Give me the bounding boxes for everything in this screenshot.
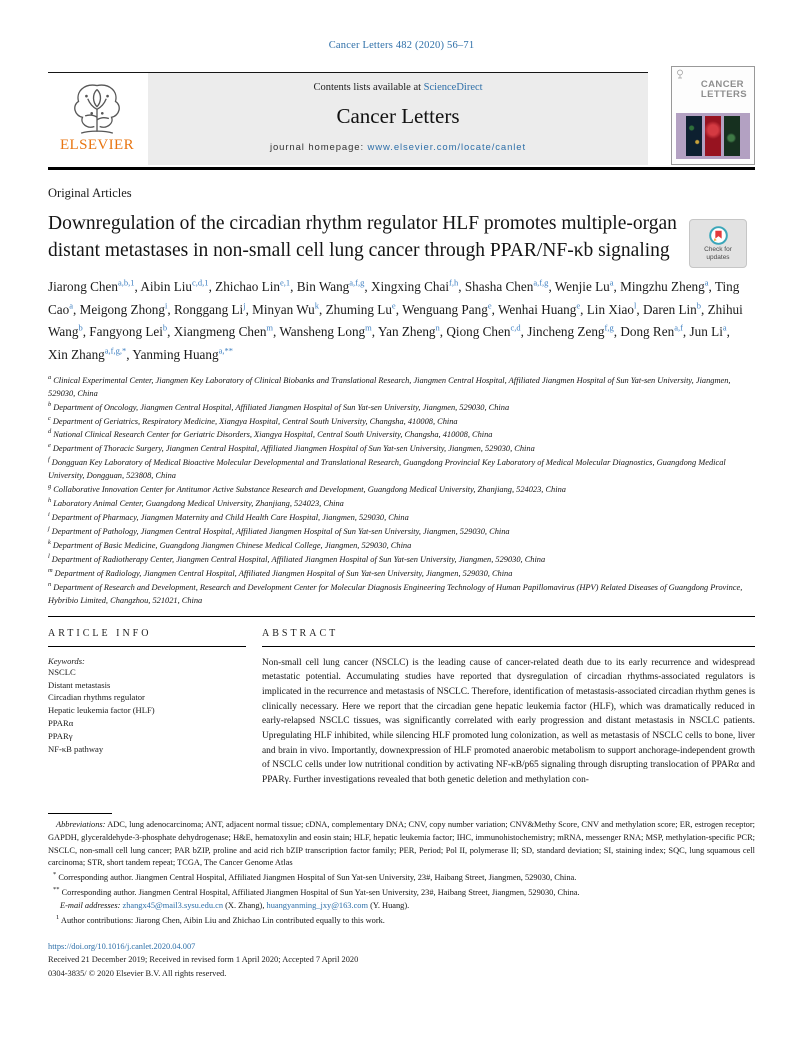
author-affiliation-superscript: n (435, 322, 440, 333)
affiliation (48, 538, 755, 552)
article-title: Downregulation of the circadian rhythm regulator HLF promotes multiple-organ distant metastases in non-small cell lung cancer through PPAR/NF-κb signaling (48, 213, 677, 261)
affiliation-text: Department of Thoracic Surgery, Jiangmen Central Hospital, Affiliated Jiangmen Hospital of Sun Yat-sen University, Jiangmen, 529030, China (52, 444, 535, 454)
corresponding-author-footnote-2 (48, 885, 755, 900)
affiliation-superscript: l (48, 552, 50, 560)
info-abstract-columns (48, 617, 755, 788)
author (252, 302, 325, 317)
keywords-list (48, 666, 246, 756)
author (690, 324, 730, 339)
issn-copyright-line: 0304-3835/ © 2020 Elsevier B.V. All rights reserved. (48, 968, 227, 978)
author-separator: , (701, 301, 708, 317)
author (132, 347, 233, 362)
affiliation-superscript: m (48, 566, 53, 574)
contents-prefix: Contents lists available at (313, 82, 424, 93)
keyword-item: Distant metastasis (48, 679, 111, 690)
author-separator: , (708, 279, 715, 295)
elsevier-logo (50, 76, 144, 154)
author-separator: , (548, 279, 555, 295)
author-affiliation-superscript: e (487, 300, 492, 311)
abbreviations-label: Abbreviations: (56, 819, 106, 829)
cover-micrograph-green (724, 116, 740, 156)
author-affiliation-superscript: l (633, 300, 637, 311)
affiliation-text: Department of Radiotherapy Center, Jiangmen Central Hospital, Affiliated Jiangmen Hospital of Sun Yat-sen University, Jiangmen, 529030, China (51, 554, 546, 564)
email-suffix-zhang: (X. Zhang), (223, 900, 267, 910)
author (620, 324, 689, 339)
affiliation-superscript: i (48, 511, 50, 519)
abstract-heading: ABSTRACT (262, 617, 755, 647)
author-affiliation-superscript: j (243, 300, 246, 311)
article-info-heading: ARTICLE INFO (48, 617, 246, 647)
author-separator: , (208, 279, 216, 295)
author-affiliation-superscript: a,f,g (349, 278, 365, 289)
author-affiliation-superscript: a,b,1 (117, 278, 135, 289)
footnote-separator-rule (48, 813, 112, 814)
author-name: Zhihui Wang (48, 301, 743, 340)
affiliation (48, 524, 755, 538)
author (174, 302, 252, 317)
author-separator: , (726, 324, 730, 340)
contents-line (148, 82, 648, 93)
homepage-line (148, 142, 648, 153)
author-name: Shasha Chen (464, 279, 534, 295)
affiliation-text: National Clinical Research Center for Geriatric Disorders, Xiangya Hospital, Central South University, Changsha, 410008, China (53, 430, 493, 440)
elsevier-tree-icon (64, 76, 130, 140)
author-name: Wenhai Huang (497, 301, 577, 317)
author-affiliation-superscript: a,** (218, 345, 233, 356)
author-affiliation-superscript: e (391, 300, 396, 311)
journal-title: Cancer Letters (336, 104, 460, 128)
author-affiliation-superscript: c,d,1 (192, 278, 209, 289)
author-affiliation-superscript: m (365, 322, 372, 333)
cover-title-line2: LETTERS (700, 88, 747, 100)
author (215, 279, 297, 294)
affiliation (48, 580, 755, 607)
affiliation-text: Department of Pharmacy, Jiangmen Maternity and Child Health Care Hospital, Jiangmen, 529030, China (51, 512, 409, 522)
affiliation-superscript: h (48, 497, 52, 505)
author-affiliation-superscript: e (576, 300, 581, 311)
author-separator: , (290, 279, 297, 295)
author-affiliation-superscript: e,1 (279, 278, 291, 289)
author-affiliation-superscript: f,g (604, 322, 614, 333)
author-name: Wenjie Lu (554, 279, 610, 295)
article-type-label: Original Articles (48, 186, 132, 200)
keyword-item: Circadian rhythms regulator (48, 692, 145, 703)
author (48, 279, 140, 294)
author-affiliation-superscript: a,f,g,* (104, 345, 127, 356)
author-separator: , (364, 279, 371, 295)
masthead-bottom-rule (48, 167, 755, 170)
author-name: Fangyong Lei (89, 324, 163, 340)
author-contributions-footnote (48, 913, 755, 928)
email-label: E-mail addresses: (60, 900, 121, 910)
author-separator: , (613, 279, 621, 295)
cover-elsevier-mark-icon (675, 69, 685, 79)
author-separator: , (82, 324, 90, 340)
article-info-column (48, 617, 262, 788)
keywords-label: Keywords: (48, 655, 85, 666)
affiliation (48, 427, 755, 441)
affiliation-text: Department of Pathology, Jiangmen Central Hospital, Affiliated Jiangmen Hospital of Sun Yat-sen University, Jiangmen, 529030, China (51, 526, 510, 536)
author-affiliation-superscript: a (722, 322, 727, 333)
author (465, 279, 555, 294)
affiliation (48, 455, 755, 482)
author-separator: , (245, 301, 253, 317)
cover-artwork (676, 113, 750, 159)
cover-title-line1: CANCER (700, 79, 744, 90)
author-separator: , (580, 301, 587, 317)
author-name: Bin Wang (296, 279, 350, 295)
author-name: Xin Zhang (48, 346, 105, 362)
author (371, 279, 465, 294)
author-name: Xiangmeng Chen (173, 324, 267, 340)
author-name: Aibin Liu (140, 279, 193, 295)
author-name: Qiong Chen (446, 324, 511, 340)
journal-cover-thumbnail (671, 66, 755, 165)
author-separator: , (73, 301, 80, 317)
affiliation (48, 566, 755, 580)
author-name: Jun Li (689, 324, 723, 340)
keyword-item: PPARα (48, 718, 74, 729)
author (643, 302, 708, 317)
affiliation (48, 414, 755, 428)
affiliation-text: Department of Basic Medicine, Guangdong Jiangmen Chinese Medical College, Jiangmen, 529030, China (52, 540, 412, 550)
author-name: Minyan Wu (252, 301, 315, 317)
corresponding-author-footnote-1 (48, 870, 755, 885)
affiliation-superscript: e (48, 442, 51, 450)
affiliation-superscript: d (48, 428, 52, 436)
homepage-url-link[interactable]: www.elsevier.com/locate/canlet (367, 142, 527, 153)
keyword-item: NF-κB pathway (48, 743, 104, 754)
affiliation (48, 510, 755, 524)
affiliation (48, 441, 755, 455)
sciencedirect-link[interactable]: ScienceDirect (423, 82, 483, 93)
author-affiliation-superscript: b (696, 300, 702, 311)
affiliation-text: Dongguan Key Laboratory of Medical Bioactive Molecular Developmental and Translational Research, Guangdong Provincial Key Laboratory of Medical Molecular Diagnostics, Guangdong Medical University, Dongguan, 523808, China (48, 458, 726, 481)
affiliation-superscript: b (48, 400, 52, 408)
author-name: Dong Ren (620, 324, 675, 340)
affiliation-superscript: f (48, 456, 50, 464)
affiliation-superscript: a (48, 373, 52, 381)
author-separator: , (395, 301, 403, 317)
author (498, 302, 587, 317)
author-separator: , (520, 324, 528, 340)
author (279, 324, 377, 339)
affiliation-superscript: k (48, 538, 51, 546)
author (174, 324, 280, 339)
cover-title (701, 80, 747, 100)
author-separator: , (439, 324, 447, 340)
author-separator: , (491, 301, 498, 317)
author-separator: , (273, 324, 280, 340)
author-name: Zhichao Lin (215, 279, 280, 295)
author-separator: , (613, 324, 621, 340)
author (587, 302, 643, 317)
affiliation (48, 496, 755, 510)
email-suffix-huang: (Y. Huang). (367, 900, 410, 910)
author-name: Wansheng Long (279, 324, 366, 340)
author (527, 324, 620, 339)
keyword-item: PPARγ (48, 731, 73, 742)
author-name: Ronggang Li (173, 301, 244, 317)
author-affiliation-superscript: m (266, 322, 274, 333)
author-affiliation-superscript: k (314, 300, 320, 311)
author-affiliation-superscript: f,h (449, 278, 459, 289)
author-affiliation-superscript: a (704, 278, 709, 289)
abstract-text: Non-small cell lung cancer (NSCLC) is the leading cause of cancer-related death due to its early recurrence and widespread metastatic potential. Accumulating studies have reported that dysregulation of circadian rhythms-associated regulators is implicated in the recurrence and metastasis of NSCLC. Therefore, identification of metastasis-associated circadian rhythm genes is clinically necessary. Here we report that the circadian gene hepatic leukemia factor (HLF), which was dramatically reduced in early-relapsed NSCLC tissues, was significantly correlated with early progression and distant metastasis in NSCLC patients. Upregulating HLF inhibited, while silencing HLF promoted lung colonization, as well as metastasis of NSCLC cells to bone, liver and brain in vivo. Importantly, downexpression of HLF promoted anaerobic metabolism to support anchorage-independent growth of NSCLC cells under low nutritional condition by activating NF-κB/p65 signaling through disrupting translocation of PPARα and PPARγ. Further investigations revealed that both genetic deletion and methylation con- (262, 657, 755, 785)
author-name: Jiarong Chen (48, 279, 118, 295)
author-separator: , (319, 301, 326, 317)
author-separator: , (134, 279, 141, 295)
cover-micrograph-red (705, 116, 721, 156)
journal-ref: Cancer Letters 482 (2020) 56–71 (328, 40, 475, 51)
author-affiliation-superscript: a,f,g (533, 278, 549, 289)
author (402, 302, 498, 317)
crossmark-icon (709, 226, 728, 245)
affiliation (48, 552, 755, 566)
affiliation-text: Department of Geriatrics, Respiratory Medicine, Xiangya Hospital, Central South University, Changsha, 410008, China (52, 416, 458, 426)
corresponding-author-text-1: Corresponding author. Jiangmen Central Hospital, Affiliated Jiangmen Hospital of Sun Yat-sen University, 23#, Haibang Street, Jiangmen, 529030, China. (58, 873, 577, 883)
keyword-item: NSCLC (48, 666, 76, 677)
author-name: Yanming Huang (132, 346, 219, 362)
author-name: Xingxing Chai (370, 279, 450, 295)
author (555, 279, 620, 294)
author-affiliation-superscript: b (78, 322, 83, 333)
author-affiliation-superscript: a (609, 278, 614, 289)
affiliation-superscript: n (48, 580, 52, 588)
received-dates: Received 21 December 2019; Received in revised form 1 April 2020; Accepted 7 April 2020 (48, 955, 359, 965)
email-addresses-footnote (48, 900, 755, 913)
author-affiliation-superscript: c,d (510, 322, 521, 333)
journal-banner (148, 73, 648, 165)
abbreviations-text: ADC, lung adenocarcinoma; ANT, adjacent normal tissue; cDNA, complementary DNA; CNV, copy number variation; CNV&Methy Score, CNV and methylation score; ER, estrogen receptor; GAPDH, glyceraldehyde-3-phosphate dehydrogenase; H&E, hematoxylin and eosin stain; HLF, hepatic leukemia factor; IHC, immunohistochemistry; mRNA, messenger RNA; MSP, methylation-specific PCR; NSCLC, non-small cell lung cancer; PAR bZIP, proline and acid rich bZIP transcription factor family; PER, Period; Pol II, polymerase II; SD, standard deviation; SI, staining index; SQC, lung squamous cell carcinoma; STR, short tandem repeat; TCGA, The Cancer Genome Atlas (48, 819, 755, 868)
author-separator: , (167, 301, 174, 317)
author (89, 324, 173, 339)
affiliation-superscript: g (48, 483, 52, 491)
author (80, 302, 174, 317)
author (446, 324, 527, 339)
author-affiliation-superscript: i (164, 300, 168, 311)
author-separator: , (371, 324, 378, 340)
masthead (48, 72, 755, 167)
author-affiliation-superscript: b (162, 322, 168, 333)
affiliation-text: Collaborative Innovation Center for Antitumor Active Substance Research and Development, Guangdong Medical University, Zhanjiang, 524023, China (53, 485, 566, 495)
abstract-column (262, 617, 755, 788)
author (140, 279, 215, 294)
abbreviations-footnote (48, 819, 755, 871)
footnote-1-marker: 1 (56, 913, 60, 921)
affiliation-list (48, 373, 755, 607)
publication-info (48, 940, 755, 981)
doi-link[interactable]: https://doi.org/10.1016/j.canlet.2020.04.007 (48, 941, 196, 951)
author (48, 347, 132, 362)
email-link-huang[interactable]: huangyanming_jxy@163.com (266, 900, 368, 910)
affiliation-text: Department of Oncology, Jiangmen Central Hospital, Affiliated Jiangmen Hospital of Sun Yat-sen University, Jiangmen, 529030, China (53, 402, 510, 412)
author-name: Wenguang Pang (402, 301, 488, 317)
affiliation-superscript: c (48, 414, 51, 422)
author-name: Meigong Zhong (79, 301, 165, 317)
author (297, 279, 371, 294)
affiliation (48, 373, 755, 400)
author-name: Yan Zheng (377, 324, 436, 340)
author-name: Ting Cao (48, 279, 740, 317)
affiliation-text: Clinical Experimental Center, Jiangmen Key Laboratory of Clinical Biobanks and Translational Research, Jiangmen Central Hospital, Affiliated Jiangmen Hospital of Sun Yat-sen University, Jiangmen, 529030, China (48, 375, 731, 398)
email-link-zhang[interactable]: zhangx45@mail3.sysu.edu.cn (122, 900, 224, 910)
corresponding-author-text-2: Corresponding author. Jiangmen Central Hospital, Affiliated Jiangmen Hospital of Sun Yat-sen University, 23#, Haibang Street, Jiangmen, 529030, China. (61, 887, 580, 897)
author (378, 324, 446, 339)
author-separator: , (458, 279, 465, 295)
asterisk-marker: * (53, 871, 57, 879)
author-contributions-text: Author contributions: Jiarong Chen, Aibin Liu and Zhichao Lin contributed equally to this work. (60, 915, 385, 925)
author (326, 302, 402, 317)
affiliation-text: Department of Research and Development, Research and Development Center for Molecular Diagnosis Engineering Technology of Human Papillomavirus (HPV) Related Diseases of Guangdong Province, Hybribio Limited, Changzhou, 521021, China (48, 582, 743, 605)
double-asterisk-marker: ** (53, 886, 60, 894)
author-name: Jincheng Zeng (527, 324, 605, 340)
check-for-updates-badge[interactable] (689, 219, 747, 268)
author-separator: , (682, 324, 690, 340)
author-affiliation-superscript: a (69, 300, 74, 311)
author-separator: , (636, 301, 643, 317)
author-name: Mingzhu Zheng (620, 279, 705, 295)
homepage-prefix: journal homepage: (269, 142, 368, 153)
affiliation (48, 482, 755, 496)
affiliation (48, 400, 755, 414)
elsevier-wordmark: ELSEVIER (59, 137, 135, 153)
affiliation-superscript: j (48, 524, 50, 532)
affiliation-text: Department of Radiology, Jiangmen Central Hospital, Affiliated Jiangmen Hospital of Sun Yat-sen University, Jiangmen, 529030, China (54, 568, 513, 578)
author-list (48, 274, 750, 364)
crossmark-label: Check for updates (704, 246, 732, 261)
author-separator: , (167, 324, 174, 340)
author-affiliation-superscript: a,f (674, 322, 683, 333)
author-separator: , (126, 346, 133, 362)
author-name: Zhuming Lu (325, 301, 392, 317)
author-name: Lin Xiao (586, 301, 634, 317)
author-name: Daren Lin (642, 301, 697, 317)
footnotes-block (48, 813, 755, 928)
affiliation-text: Laboratory Animal Center, Guangdong Medical University, Zhanjiang, 524023, China (53, 498, 344, 508)
cover-micrograph-blue (686, 116, 702, 156)
keyword-item: Hepatic leukemia factor (HLF) (48, 705, 155, 716)
author (620, 279, 715, 294)
